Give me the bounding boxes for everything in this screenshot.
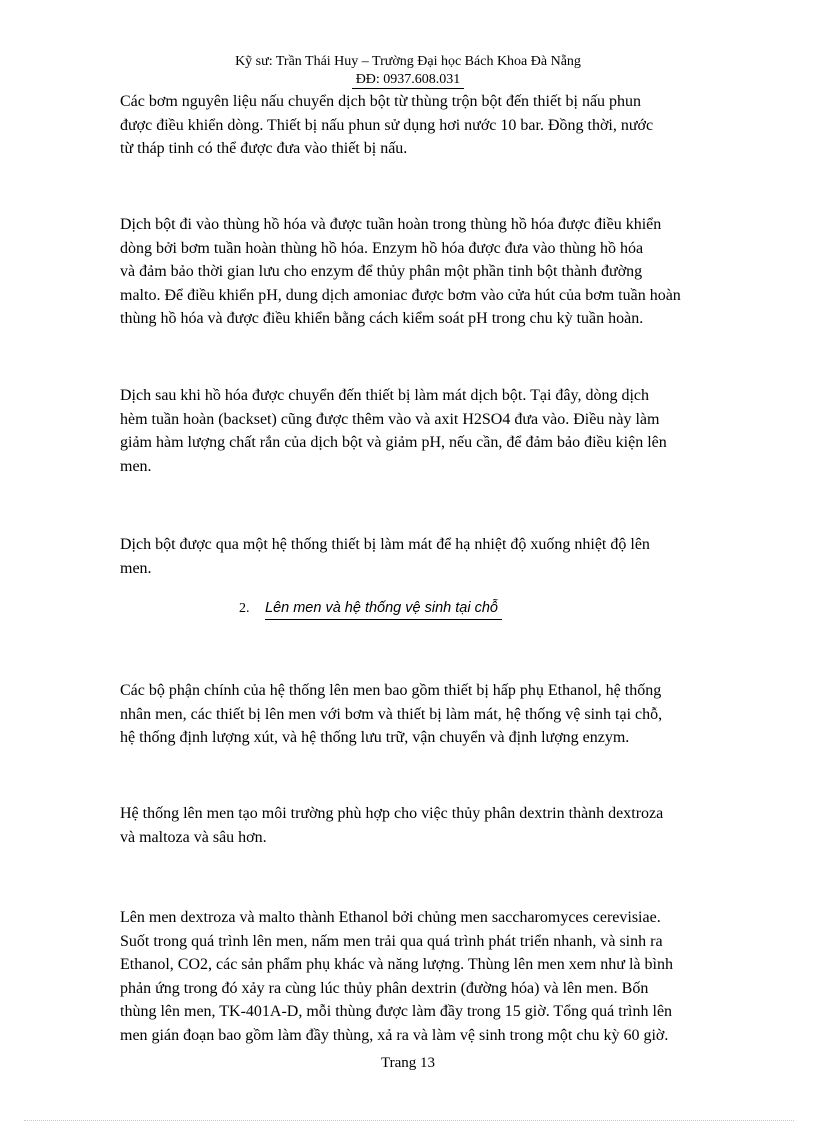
text-line: Lên men dextroza và malto thành Ethanol bởi chủng men saccharomyces cerevisiae. — [120, 909, 661, 926]
text-line: giảm hàm lượng chất rắn của dịch bột và giảm pH, nếu cần, để đảm bảo điều kiện lên — [120, 434, 667, 451]
text-line: Dịch sau khi hồ hóa được chuyển đến thiết bị làm mát dịch bột. Tại đây, dòng dịch — [120, 387, 650, 404]
section-number: 2. — [239, 601, 250, 616]
header-author-line: Kỹ sư: Trần Thái Huy – Trường Đại học Bách Khoa Đà Nẵng — [235, 54, 581, 69]
paragraph-cooling-system — [120, 533, 760, 580]
paragraph-liquefaction-tank — [120, 213, 760, 331]
text-line: thùng lên men, TK-401A-D, mỗi thùng được làm đầy trong 15 giờ. Tổng quá trình lên — [120, 1003, 673, 1020]
text-line: men. — [120, 457, 152, 475]
text-line: Các bộ phận chính của hệ thống lên men bao gồm thiết bị hấp phụ Ethanol, hệ thống — [120, 682, 662, 699]
page-footer — [0, 1053, 816, 1073]
section-title: Lên men và hệ thống vệ sinh tại chỗ — [265, 597, 502, 620]
paragraph-fermentation-process — [120, 906, 760, 1047]
text-line: Các bơm nguyên liệu nấu chuyển dịch bột từ thùng trộn bột đến thiết bị nấu phun — [120, 93, 642, 110]
text-line: nhân men, các thiết bị lên men với bơm và thiết bị làm mát, hệ thống vệ sinh tại chỗ, — [120, 705, 663, 723]
paragraph-cooking-pumps — [120, 90, 760, 161]
text-line: hệ thống định lượng xút, và hệ thống lưu trữ, vận chuyển và định lượng enzym. — [120, 729, 630, 746]
text-line: Hệ thống lên men tạo môi trường phù hợp cho việc thủy phân dextrin thành dextroza — [120, 805, 664, 822]
text-line: thùng hồ hóa và được điều khiển bằng cách kiểm soát pH trong chu kỳ tuần hoàn. — [120, 310, 644, 327]
text-line: malto. Để điều khiển pH, dung dịch amoniac được bơm vào cửa hút của bơm tuần hoàn — [120, 286, 681, 304]
page-number: Trang 13 — [380, 1055, 436, 1071]
text-line: từ tháp tinh có thể được đưa vào thiết bị nấu. — [120, 140, 408, 157]
text-line: men. — [120, 559, 152, 577]
text-line: được điều khiển dòng. Thiết bị nấu phun sử dụng hơi nước 10 bar. Đồng thời, nước — [120, 116, 654, 134]
text-line: phản ứng trong đó xảy ra cùng lúc thủy phân dextrin (đường hóa) và lên men. Bốn — [120, 979, 649, 997]
paragraph-fermentation-environment — [120, 802, 760, 849]
text-line: Dịch bột được qua một hệ thống thiết bị làm mát để hạ nhiệt độ xuống nhiệt độ lên — [120, 536, 650, 553]
paragraph-mash-cooling — [120, 384, 760, 478]
page-bottom-divider — [24, 1120, 794, 1121]
text-line: Dịch bột đi vào thùng hồ hóa và được tuần hoàn trong thùng hồ hóa được điều khiển — [120, 216, 662, 233]
text-line: dòng bởi bơm tuần hoàn thùng hồ hóa. Enzym hồ hóa được đưa vào thùng hồ hóa — [120, 239, 644, 257]
text-line: Suốt trong quá trình lên men, nấm men trải qua quá trình phát triển nhanh, và sinh ra — [120, 932, 663, 950]
text-line: men gián đoạn bao gồm làm đầy thùng, xả ra và làm vệ sinh trong một chu kỳ 60 giờ. — [120, 1026, 669, 1044]
page-header — [0, 53, 816, 89]
header-phone-line: ĐĐ: 0937.608.031 — [352, 72, 465, 89]
paragraph-fermentation-components — [120, 679, 760, 750]
text-line: và đảm bảo thời gian lưu cho enzym để thủy phân một phần tinh bột thành đường — [120, 263, 643, 280]
section-heading — [239, 597, 502, 620]
text-line: Ethanol, CO2, các sản phẩm phụ khác và năng lượng. Thùng lên men xem như là bình — [120, 956, 673, 973]
text-line: và maltoza và sâu hơn. — [120, 828, 267, 846]
text-line: hèm tuần hoàn (backset) cũng được thêm vào và axit H2SO4 đưa vào. Điều này làm — [120, 410, 660, 428]
